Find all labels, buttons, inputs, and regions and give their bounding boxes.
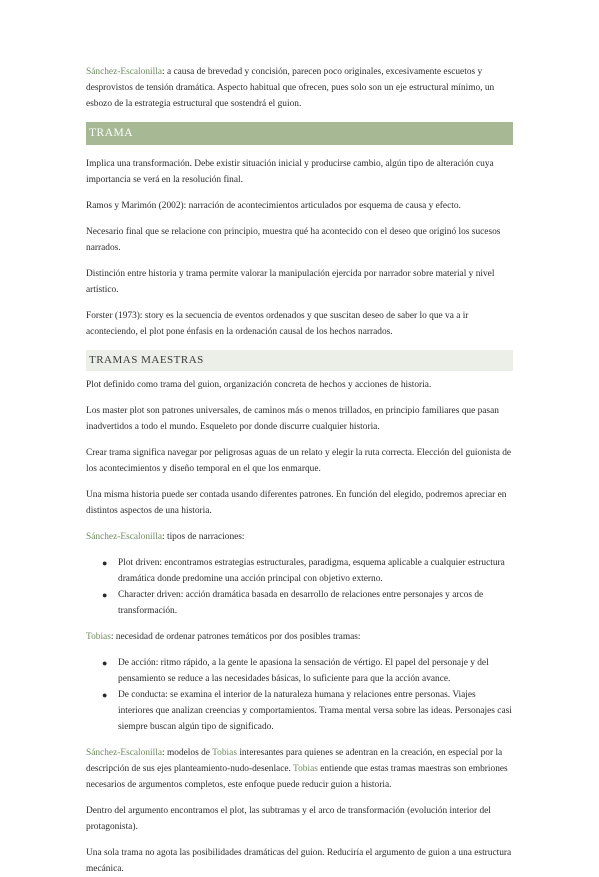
list-item-text: De conducta: se examina el interior de la naturaleza humana y relaciones entre personas. Viajes interiores que analizan creencias y comportamientos. Trama mental versa sobre las ideas. Personajes casi siempre buscan algún tipo de significado. (118, 690, 512, 732)
narration-types-text: : tipos de narraciones: (162, 532, 245, 542)
list-item (86, 587, 513, 619)
bullet-icon: ● (102, 590, 108, 600)
list-item (86, 687, 513, 735)
list-item (86, 655, 513, 687)
author-reference: Tobias (212, 748, 237, 758)
author-reference: Tobias (293, 764, 318, 774)
list-item-text: De acción: ritmo rápido, a la gente le apasiona la sensación de vértigo. El papel del personaje y del pensamiento se reduce a las necesidades básicas, lo suficiente para que la acción avance. (118, 658, 489, 684)
tobias-text: : necesidad de ordenar patrones temáticos por dos posibles tramas: (110, 632, 361, 642)
intro-text: : a causa de brevedad y concisión, parecen poco originales, excesivamente escuetos y desprovistos de tensión dramática. Aspecto habitual que ofrecen, pues solo son un eje estructural mínimo, un esbozo de la estrategia estructural que sostendrá el guion. (86, 67, 495, 109)
models-paragraph (86, 745, 513, 793)
models-text: interesantes para quienes se adentran en la creación, en especial por la descripción de sus ejes planteamiento-nudo-desenlace. (86, 748, 503, 774)
trama-paragraph: Ramos y Marimón (2002): narración de acontecimientos articulados por esquema de causa y efecto. (86, 201, 461, 211)
author-reference: Sánchez-Escalonilla (86, 748, 163, 758)
section-heading-trama: TRAMA (86, 122, 513, 145)
list-item (86, 555, 513, 587)
maestras-paragraph: Los master plot son patrones universales, de caminos más o menos trillados, en principio familiares que pasan inadvertidos a todo el mundo. Esqueleto por donde discurre cualquier historia. (86, 406, 499, 432)
models-text: : modelos de (162, 748, 213, 758)
models-text: entiende que estas tramas maestras son embriones necesarios de argumentos completos, este enfoque puede reducir guion a historia. (86, 764, 508, 790)
bullet-icon: ● (102, 690, 108, 700)
trama-paragraph: Necesario final que se relacione con principio, muestra qué ha acontecido con el deseo que originó los sucesos narrados. (86, 227, 501, 253)
closing-paragraph: Dentro del argumento encontramos el plot, las subtramas y el arco de transformación (evolución interior del protagonista). (86, 806, 491, 832)
author-reference: Sánchez-Escalonilla (86, 532, 163, 542)
bullet-icon: ● (102, 658, 108, 668)
list-item-text: Character driven: acción dramática basada en desarrollo de relaciones entre personajes y arcos de transformación. (118, 590, 484, 616)
maestras-paragraph: Crear trama significa navegar por peligrosas aguas de un relato y elegir la ruta correcta. Elección del guionista de los acontecimientos y diseño temporal en el que los enmarque. (86, 448, 512, 474)
trama-paragraph: Implica una transformación. Debe existir situación inicial y producirse cambio, algún tipo de alteración cuya importancia se verá en la resolución final. (86, 159, 494, 185)
closing-paragraph: Una sola trama no agota las posibilidades dramáticas del guion. Reduciría el argumento de guion a una estructura mecánica. (86, 848, 512, 874)
narration-types-list (86, 555, 513, 619)
bullet-icon: ● (102, 558, 108, 568)
narration-types-intro (86, 529, 513, 545)
trama-paragraph: Forster (1973): story es la secuencia de eventos ordenados y que suscitan deseo de saber lo que va a ir aconteciendo, el plot pone énfasis en la ordenación causal de los hechos narrados. (86, 311, 469, 337)
plot-types-list (86, 655, 513, 735)
maestras-paragraph: Plot definido como trama del guion, organización concreta de hechos y acciones de historia. (86, 380, 432, 390)
maestras-paragraph: Una misma historia puede ser contada usando diferentes patrones. En función del elegido, podremos apreciar en distintos aspectos de una historia. (86, 490, 507, 516)
author-reference: Sánchez-Escalonilla (86, 67, 163, 77)
section-heading-tramas-maestras: TRAMAS MAESTRAS (86, 350, 513, 371)
intro-paragraph (86, 64, 513, 112)
trama-paragraph: Distinción entre historia y trama permite valorar la manipulación ejercida por narrador sobre material y nivel artístico. (86, 269, 495, 295)
author-reference: Tobias (86, 632, 111, 642)
tobias-intro (86, 629, 513, 645)
list-item-text: Plot driven: encontramos estrategias estructurales, paradigma, esquema aplicable a cualquier estructura dramática donde predomine una acción principal con objetivo externo. (118, 558, 505, 584)
